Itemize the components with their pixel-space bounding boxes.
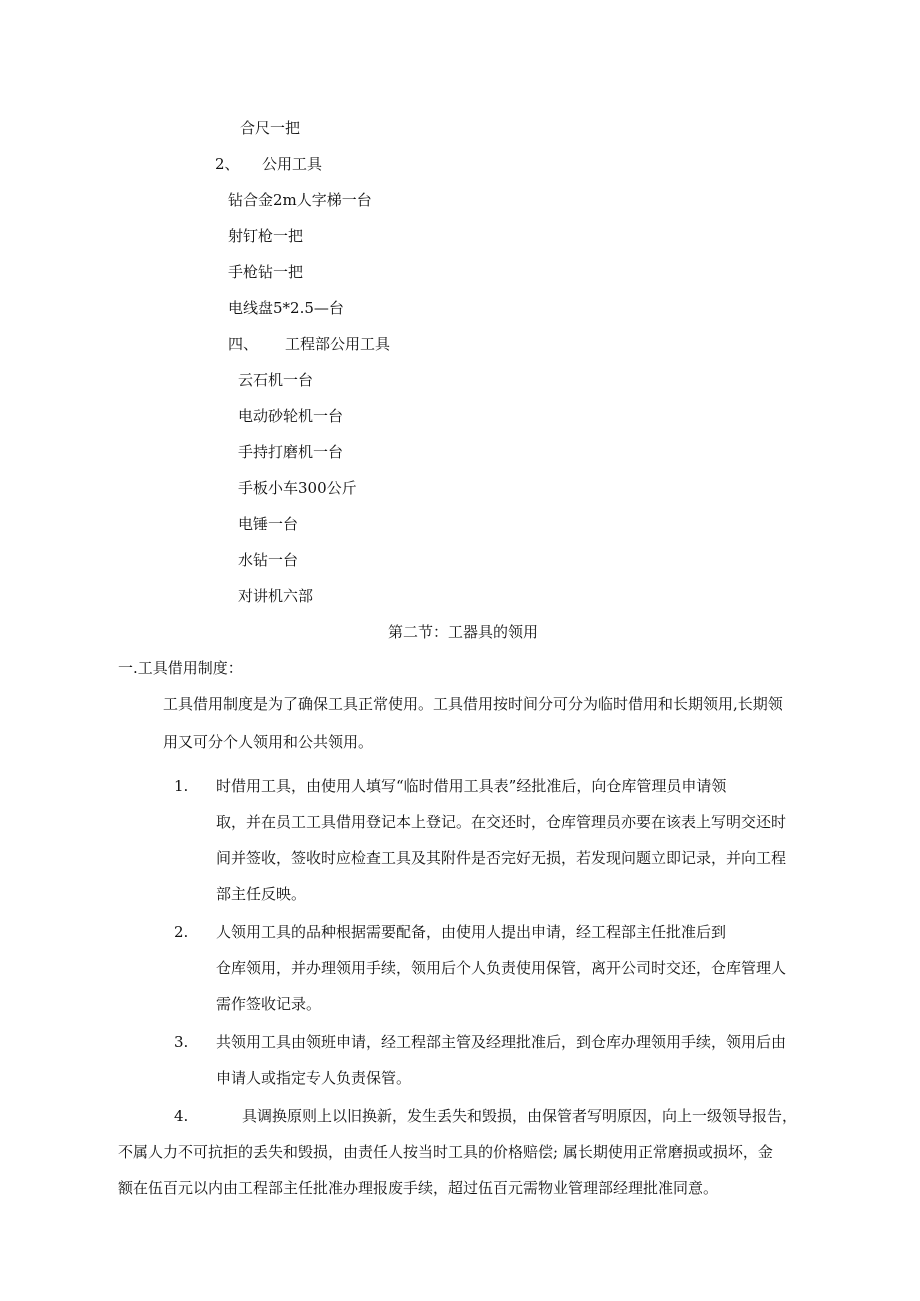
list-item: 手枪钻一把	[228, 263, 304, 281]
list-item: 电锤一台	[238, 515, 299, 533]
rule-line: 不属人力不可抗拒的丢失和毁损，由责任人按当时工具的价格赔偿; 属长期使用正常磨损或损坏，金	[118, 1143, 773, 1161]
rule-line: 额在伍百元以内由工程部主任批准办理报废手续，超过伍百元需物业管理部经理批准同意。	[118, 1179, 719, 1197]
rule-number: 3.	[174, 1033, 189, 1051]
rule-line: 人领用工具的品种根据需要配备，由使用人提出申请，经工程部主任批准后到	[216, 923, 727, 941]
section-heading: 第二节：工器具的领用	[388, 623, 539, 641]
list-item: 电线盘5*2.5—台	[228, 299, 344, 317]
list-item: 水钻一台	[238, 551, 299, 569]
rule-line: 时借用工具，由使用人填写“临时借用工具表”经批准后，向仓库管理员申请领	[216, 777, 727, 795]
rule-number: 2.	[174, 923, 189, 941]
subsection-title: 一.工具借用制度：	[118, 659, 243, 677]
rule-line: 需作签收记录。	[216, 995, 322, 1013]
list-item: 射钉枪一把	[228, 227, 304, 245]
section-title: 公用工具	[262, 155, 323, 173]
rule-line: 申请人或指定专人负责保管。	[216, 1069, 412, 1087]
section-title: 工程部公用工具	[285, 335, 391, 353]
rule-line: 间并签收，签收时应检查工具及其附件是否完好无损，若发现问题立即记录，并向工程	[216, 849, 787, 867]
list-item: 钻合金2m人字梯一台	[228, 191, 372, 209]
paragraph-line: 工具借用制度是为了确保工具正常使用。工具借用按时间分可分为临时借用和长期领用,长期领	[163, 695, 783, 713]
rule-number: 1.	[174, 777, 189, 795]
rule-line: 取，并在员工工具借用登记本上登记。在交还时，仓库管理员亦要在该表上写明交还时	[216, 813, 787, 831]
section-number: 2、	[215, 155, 240, 173]
list-item: 云石机一台	[238, 371, 314, 389]
list-item: 合尺一把	[240, 119, 301, 137]
rule-line: 仓库领用，并办理领用手续，领用后个人负责使用保管，离开公司时交还，仓库管理人	[216, 959, 787, 977]
list-item: 手板小车300公斤	[238, 479, 357, 497]
section-number: 四、	[228, 335, 259, 353]
rule-line: 具调换原则上以旧换新，发生丢失和毁损，由保管者写明原因，向上一级领导报告，	[242, 1107, 798, 1125]
rule-number: 4.	[174, 1107, 189, 1125]
list-item: 手持打磨机一台	[238, 443, 344, 461]
list-item: 对讲机六部	[238, 587, 314, 605]
rule-line: 共领用工具由领班申请，经工程部主管及经理批准后，到仓库办理领用手续，领用后由	[216, 1033, 787, 1051]
paragraph-line: 用又可分个人领用和公共领用。	[163, 733, 374, 751]
list-item: 电动砂轮机一台	[238, 407, 344, 425]
rule-line: 部主任反映。	[216, 885, 307, 903]
